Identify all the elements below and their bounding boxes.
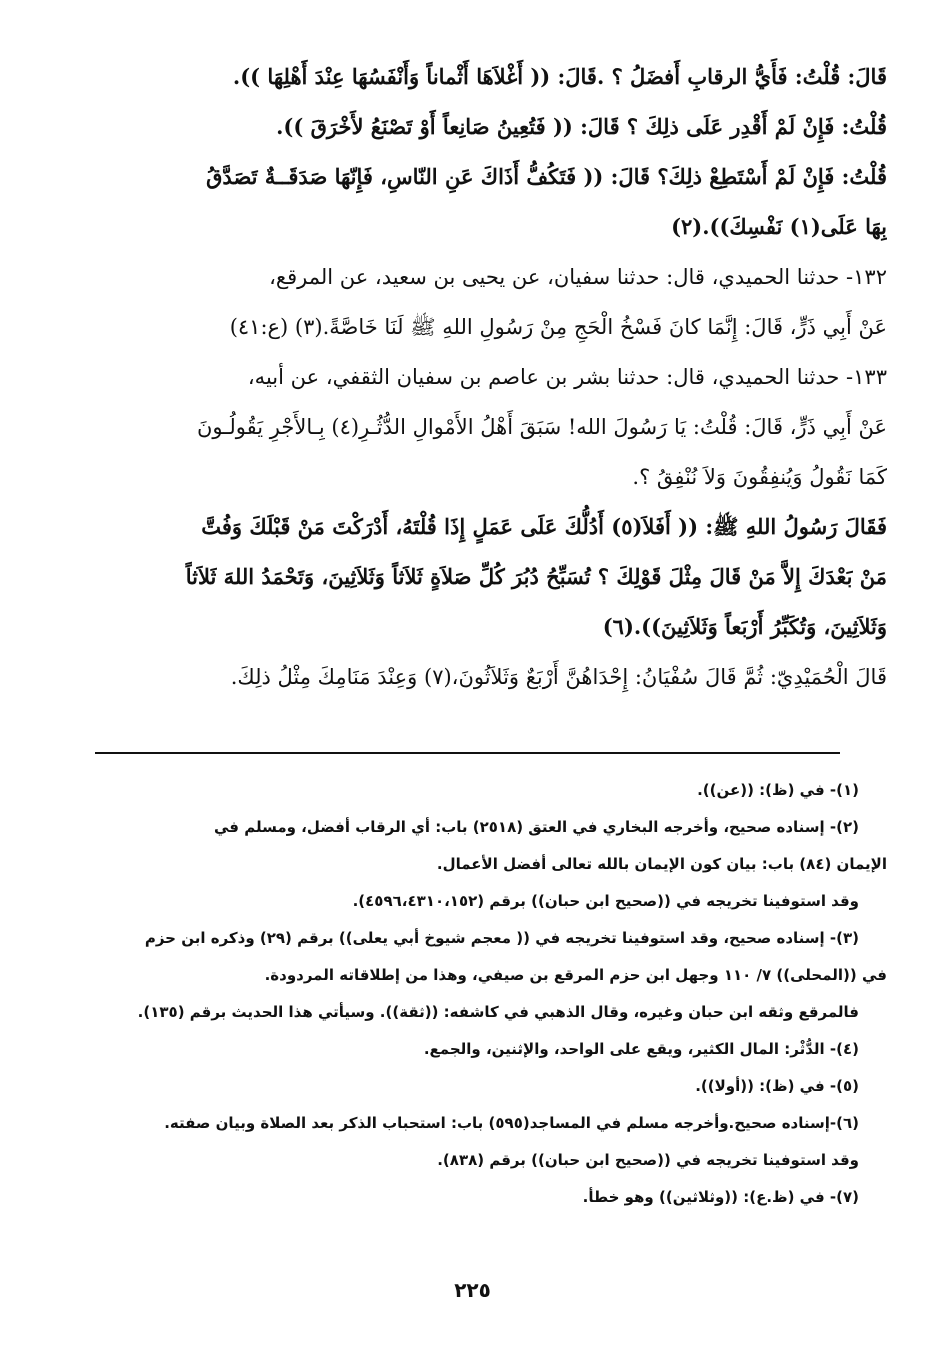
footnote-2: (٢)- إسناده صحيح، وأخرجه البخاري في العتق (٢٥١٨) باب: أي الرقاب أفضل، ومسلم في <box>213 818 859 836</box>
footnote-separator <box>95 752 840 754</box>
footnote-6: (٦)-إسناده صحيح.وأخرجه مسلم في المساجد(٥٩٥) باب: استحباب الذكر بعد الصلاة وبيان صفته. <box>164 1114 859 1132</box>
footnote-2-cont: وقد استوفينا تخريجه في ((صحيح ابن حبان)) برقم (٤٥٩٦،٤٣١٠،١٥٢). <box>352 892 859 910</box>
text-line: عَنْ أَبِي ذَرٍّ، قَالَ: قُلْتُ: يَا رَسُولَ الله! سَبَقَ أَهْلُ الأَمْوالِ الدُّثُـرِ(٤) بِـالأَجْرِ يَقُولُـونَ <box>196 415 887 439</box>
text-line: بِهَا عَلَى(١) نَفْسِكَ)).(٢) <box>671 214 887 239</box>
text-line: فَقَالَ رَسُولُ اللهِ ﷺ: (( أَفَلاَ(٥) أَدُلُّكَ عَلَى عَمَلٍ إِذَا قُلْتَهُ، أَدْرَكْتَ مَنْ قَبْلَكَ وَفُتَّ <box>201 514 887 539</box>
text-line: عَنْ أَبِي ذَرٍّ، قَالَ: إِنَّمَا كانَ فَسْخُ الْحَجِ مِنْ رَسُولِ اللهِ ﷺ لَنَا خَاصَّةً.(٣) (ع:٤١) <box>229 315 887 339</box>
main-text <box>87 52 887 702</box>
hadith-chain-132: ١٣٢- حدثنا الحميدي، قال: حدثنا سفيان، عن يحيى بن سعيد، عن المرقع، <box>269 265 887 289</box>
footnotes <box>87 772 887 1216</box>
text-line: وَثَلاَثِينَ، وَتُكَبِّرُ أَرْبَعاً وَثَلاَثِينَ)).(٦) <box>602 614 887 639</box>
page-number: ٢٢٥ <box>454 1278 491 1302</box>
footnote-6-cont: وقد استوفينا تخريجه في ((صحيح ابن حبان)) برقم (٨٣٨). <box>437 1151 859 1169</box>
text-line: قَالَ: قُلْتُ: فَأَيُّ الرقابِ أَفضَلُ ؟ .قَالَ: (( أَغْلاَهَا أَثْماناً وَأَنْفَسُهَا عِنْدَ أَهْلِهَا )). <box>232 64 887 89</box>
footnote-4: (٤)- الدُّثْر: المال الكثير، ويقع على الواحد، والإثنين، والجمع. <box>423 1040 859 1058</box>
text-line: كَمَا نَقُولُ وَيُنفِقُونَ وَلاَ نُنْفِقُ ؟. <box>632 465 887 489</box>
footnote-3: (٣)- إسناده صحيح، وقد استوفينا تخريجه في (( معجم شيوخ أبي يعلى)) برقم (٢٩) وذكره ابن حزم <box>144 929 859 947</box>
text-line: قُلْتُ: فَإِنْ لَمْ أَقْدِر عَلَى ذلِكَ ؟ قَالَ: (( فَتُعِينُ صَانِعاً أَوْ تَصْنَعُ لأَخْرَقَ )). <box>276 114 887 139</box>
text-line: قَالَ الْحُمَيْدِيّ: ثُمَّ قَالَ سُفْيَانُ: إِحْدَاهُنَّ أَرْبَعٌ وَثَلاَثُونَ،(٧) وَعِنْدَ مَنَامِكَ مِثْلُ ذلِكَ. <box>230 665 887 689</box>
footnote-1: (١)- في (ظ): ((عن)). <box>697 781 859 799</box>
footnote-2-cont: الإيمان (٨٤) باب: بيان كون الإيمان بالله تعالى أفضل الأعمال. <box>436 855 887 873</box>
text-line: مَنْ بَعْدَكَ إِلاَّ مَنْ قَالَ مِثْلَ قَوْلِكَ ؟ تُسَبِّحُ دُبُرَ كُلِّ صَلاَةٍ ثَلاَثاً وَثَلاَثِينَ، وَتَحْمَدُ اللهَ ثَلاَثاً <box>185 564 887 589</box>
footnote-3-cont: فالمرقع وثقه ابن حبان وغيره، وقال الذهبي في كاشفه: ((ثقة)). وسيأتي هذا الحديث برقم (١٣٥). <box>137 1003 859 1021</box>
footnote-5: (٥)- في (ظ): ((أولا)). <box>695 1077 859 1095</box>
footnote-7: (٧)- في (ظ.ع): ((وثلاثين)) وهو خطأ. <box>582 1188 859 1206</box>
footnote-3-cont: في ((المحلى)) ٧/ ١١٠ وجهل ابن حزم المرقع بن صيفي، وهذا من إطلاقاته المردودة. <box>264 966 887 984</box>
hadith-chain-133: ١٣٣- حدثنا الحميدي، قال: حدثنا بشر بن عاصم بن سفيان الثقفي، عن أبيه، <box>247 365 887 389</box>
text-line: قُلْتُ: فَإِنْ لَمْ أَسْتَطِعْ ذلِكَ؟ قَالَ: (( فَتَكُفُّ أَذَاكَ عَنِ النّاسِ، فَإِنّهَا صَدَقَــةٌ تَصَدَّقُ <box>206 164 887 189</box>
